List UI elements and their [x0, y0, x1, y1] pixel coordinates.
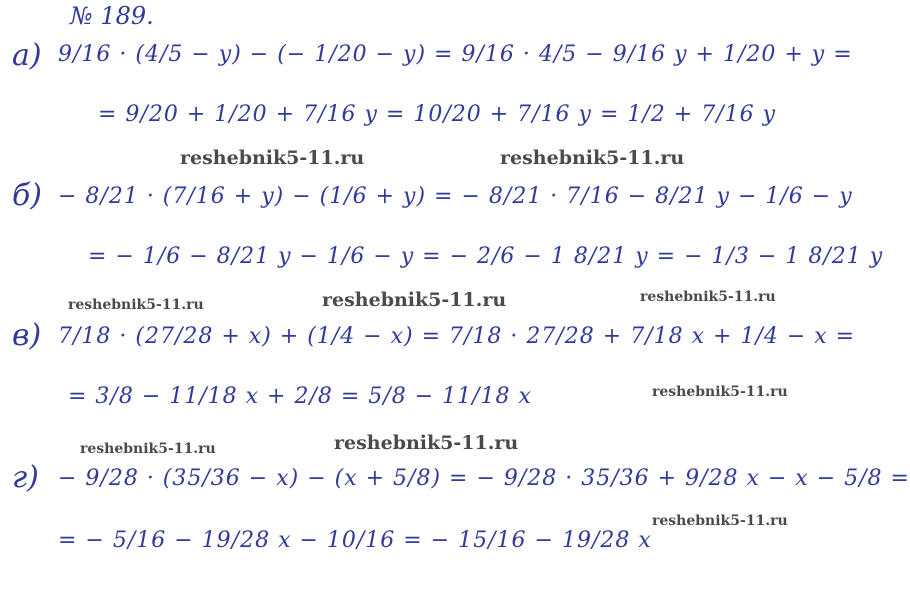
part-a-line-1: 9/16 · (4/5 − y) − (− 1/20 − y) = 9/16 · 4/5 − 9/16 y + 1/20 + y =	[58, 42, 853, 67]
part-label-d: г)	[12, 460, 39, 495]
part-c-line-1: 7/18 · (27/28 + x) + (1/4 − x) = 7/18 · 27/28 + 7/18 x + 1/4 − x =	[58, 324, 856, 349]
part-a-line-2: = 9/20 + 1/20 + 7/16 y = 10/20 + 7/16 y = 1/2 + 7/16 y	[98, 102, 777, 127]
watermark: reshebnik5-11.ru	[180, 147, 365, 169]
watermark: reshebnik5-11.ru	[500, 147, 685, 169]
part-b-line-2: = − 1/6 − 8/21 y − 1/6 − y = − 2/6 − 1 8/21 y = − 1/3 − 1 8/21 y	[88, 244, 884, 269]
watermark: reshebnik5-11.ru	[322, 289, 507, 311]
part-b-line-1: − 8/21 · (7/16 + y) − (1/6 + y) = − 8/21 · 7/16 − 8/21 y − 1/6 − y	[58, 184, 853, 209]
part-c-line-2: = 3/8 − 11/18 x + 2/8 = 5/8 − 11/18 x	[68, 384, 532, 409]
part-d-line-1: − 9/28 · (35/36 − x) − (x + 5/8) = − 9/28 · 35/36 + 9/28 x − x − 5/8 =	[58, 466, 910, 491]
watermark: reshebnik5-11.ru	[68, 297, 204, 313]
watermark: reshebnik5-11.ru	[652, 513, 788, 529]
part-label-a: а)	[12, 38, 42, 73]
watermark: reshebnik5-11.ru	[334, 432, 519, 454]
watermark: reshebnik5-11.ru	[652, 384, 788, 400]
problem-number: № 189.	[70, 2, 154, 30]
part-label-b: б)	[12, 178, 43, 213]
part-label-c: в)	[12, 318, 42, 353]
part-d-line-2: = − 5/16 − 19/28 x − 10/16 = − 15/16 − 19/28 x	[58, 528, 652, 553]
watermark: reshebnik5-11.ru	[80, 441, 216, 457]
watermark: reshebnik5-11.ru	[640, 289, 776, 305]
